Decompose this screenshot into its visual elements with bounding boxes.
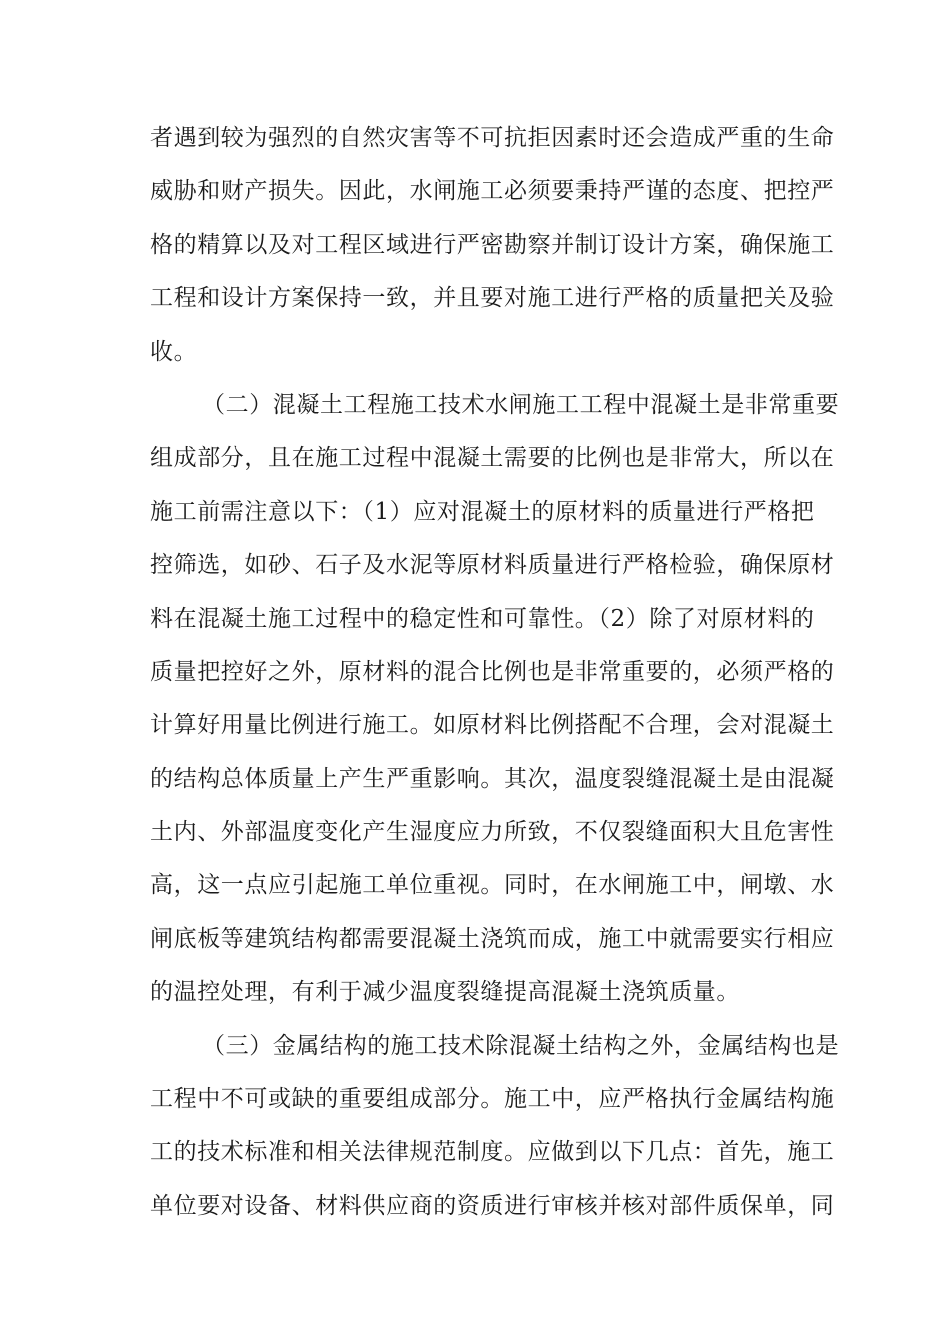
text-line: 工程和设计方案保持一致，并且要对施工进行严格的质量把关及验 [150,285,835,312]
text-line: 闸底板等建筑结构都需要混凝土浇筑而成，施工中就需要实行相应 [150,925,835,952]
text-line: 者遇到较为强烈的自然灾害等不可抗拒因素时还会造成严重的生命 [150,125,835,151]
text-line: 土内、外部温度变化产生湿度应力所致，不仅裂缝面积大且危害性 [150,819,835,846]
text-line: 组成部分，且在施工过程中混凝土需要的比例也是非常大，所以在 [150,445,835,472]
text-line: 施工前需注意以下：（1）应对混凝土的原材料的质量进行严格把 [150,498,815,525]
text-line: 质量把控好之外，原材料的混合比例也是非常重要的，必须严格的 [150,658,835,685]
text-line: 计算好用量比例进行施工。如原材料比例搭配不合理，会对混凝土 [150,712,835,739]
text-line: 单位要对设备、材料供应商的资质进行审核并核对部件质保单，同 [150,1192,835,1219]
body-text [150,112,840,1233]
text-line: 控筛选，如砂、石子及水泥等原材料质量进行严格检验，确保原材 [150,552,835,579]
text-line: 工的技术标准和相关法律规范制度。应做到以下几点：首先，施工 [150,1139,835,1166]
text-line: （二）混凝土工程施工技术水闸施工工程中混凝土是非常重要 [202,391,840,418]
text-line: 格的精算以及对工程区域进行严密勘察并制订设计方案，确保施工 [150,231,835,258]
text-line: 料在混凝土施工过程中的稳定性和可靠性。（2）除了对原材料的 [150,605,815,632]
text-line: 的温控处理，有利于减少温度裂缝提高混凝土浇筑质量。 [150,979,740,1006]
text-line: 工程中不可或缺的重要组成部分。施工中，应严格执行金属结构施 [150,1086,835,1113]
text-line: 威胁和财产损失。因此，水闸施工必须要秉持严谨的态度、把控严 [150,178,835,205]
text-line: 高，这一点应引起施工单位重视。同时，在水闸施工中，闸墩、水 [150,872,835,899]
text-line: 的结构总体质量上产生严重影响。其次，温度裂缝混凝土是由混凝 [150,765,835,792]
text-line: 收。 [150,338,198,365]
text-line: （三）金属结构的施工技术除混凝土结构之外，金属结构也是 [202,1032,840,1059]
